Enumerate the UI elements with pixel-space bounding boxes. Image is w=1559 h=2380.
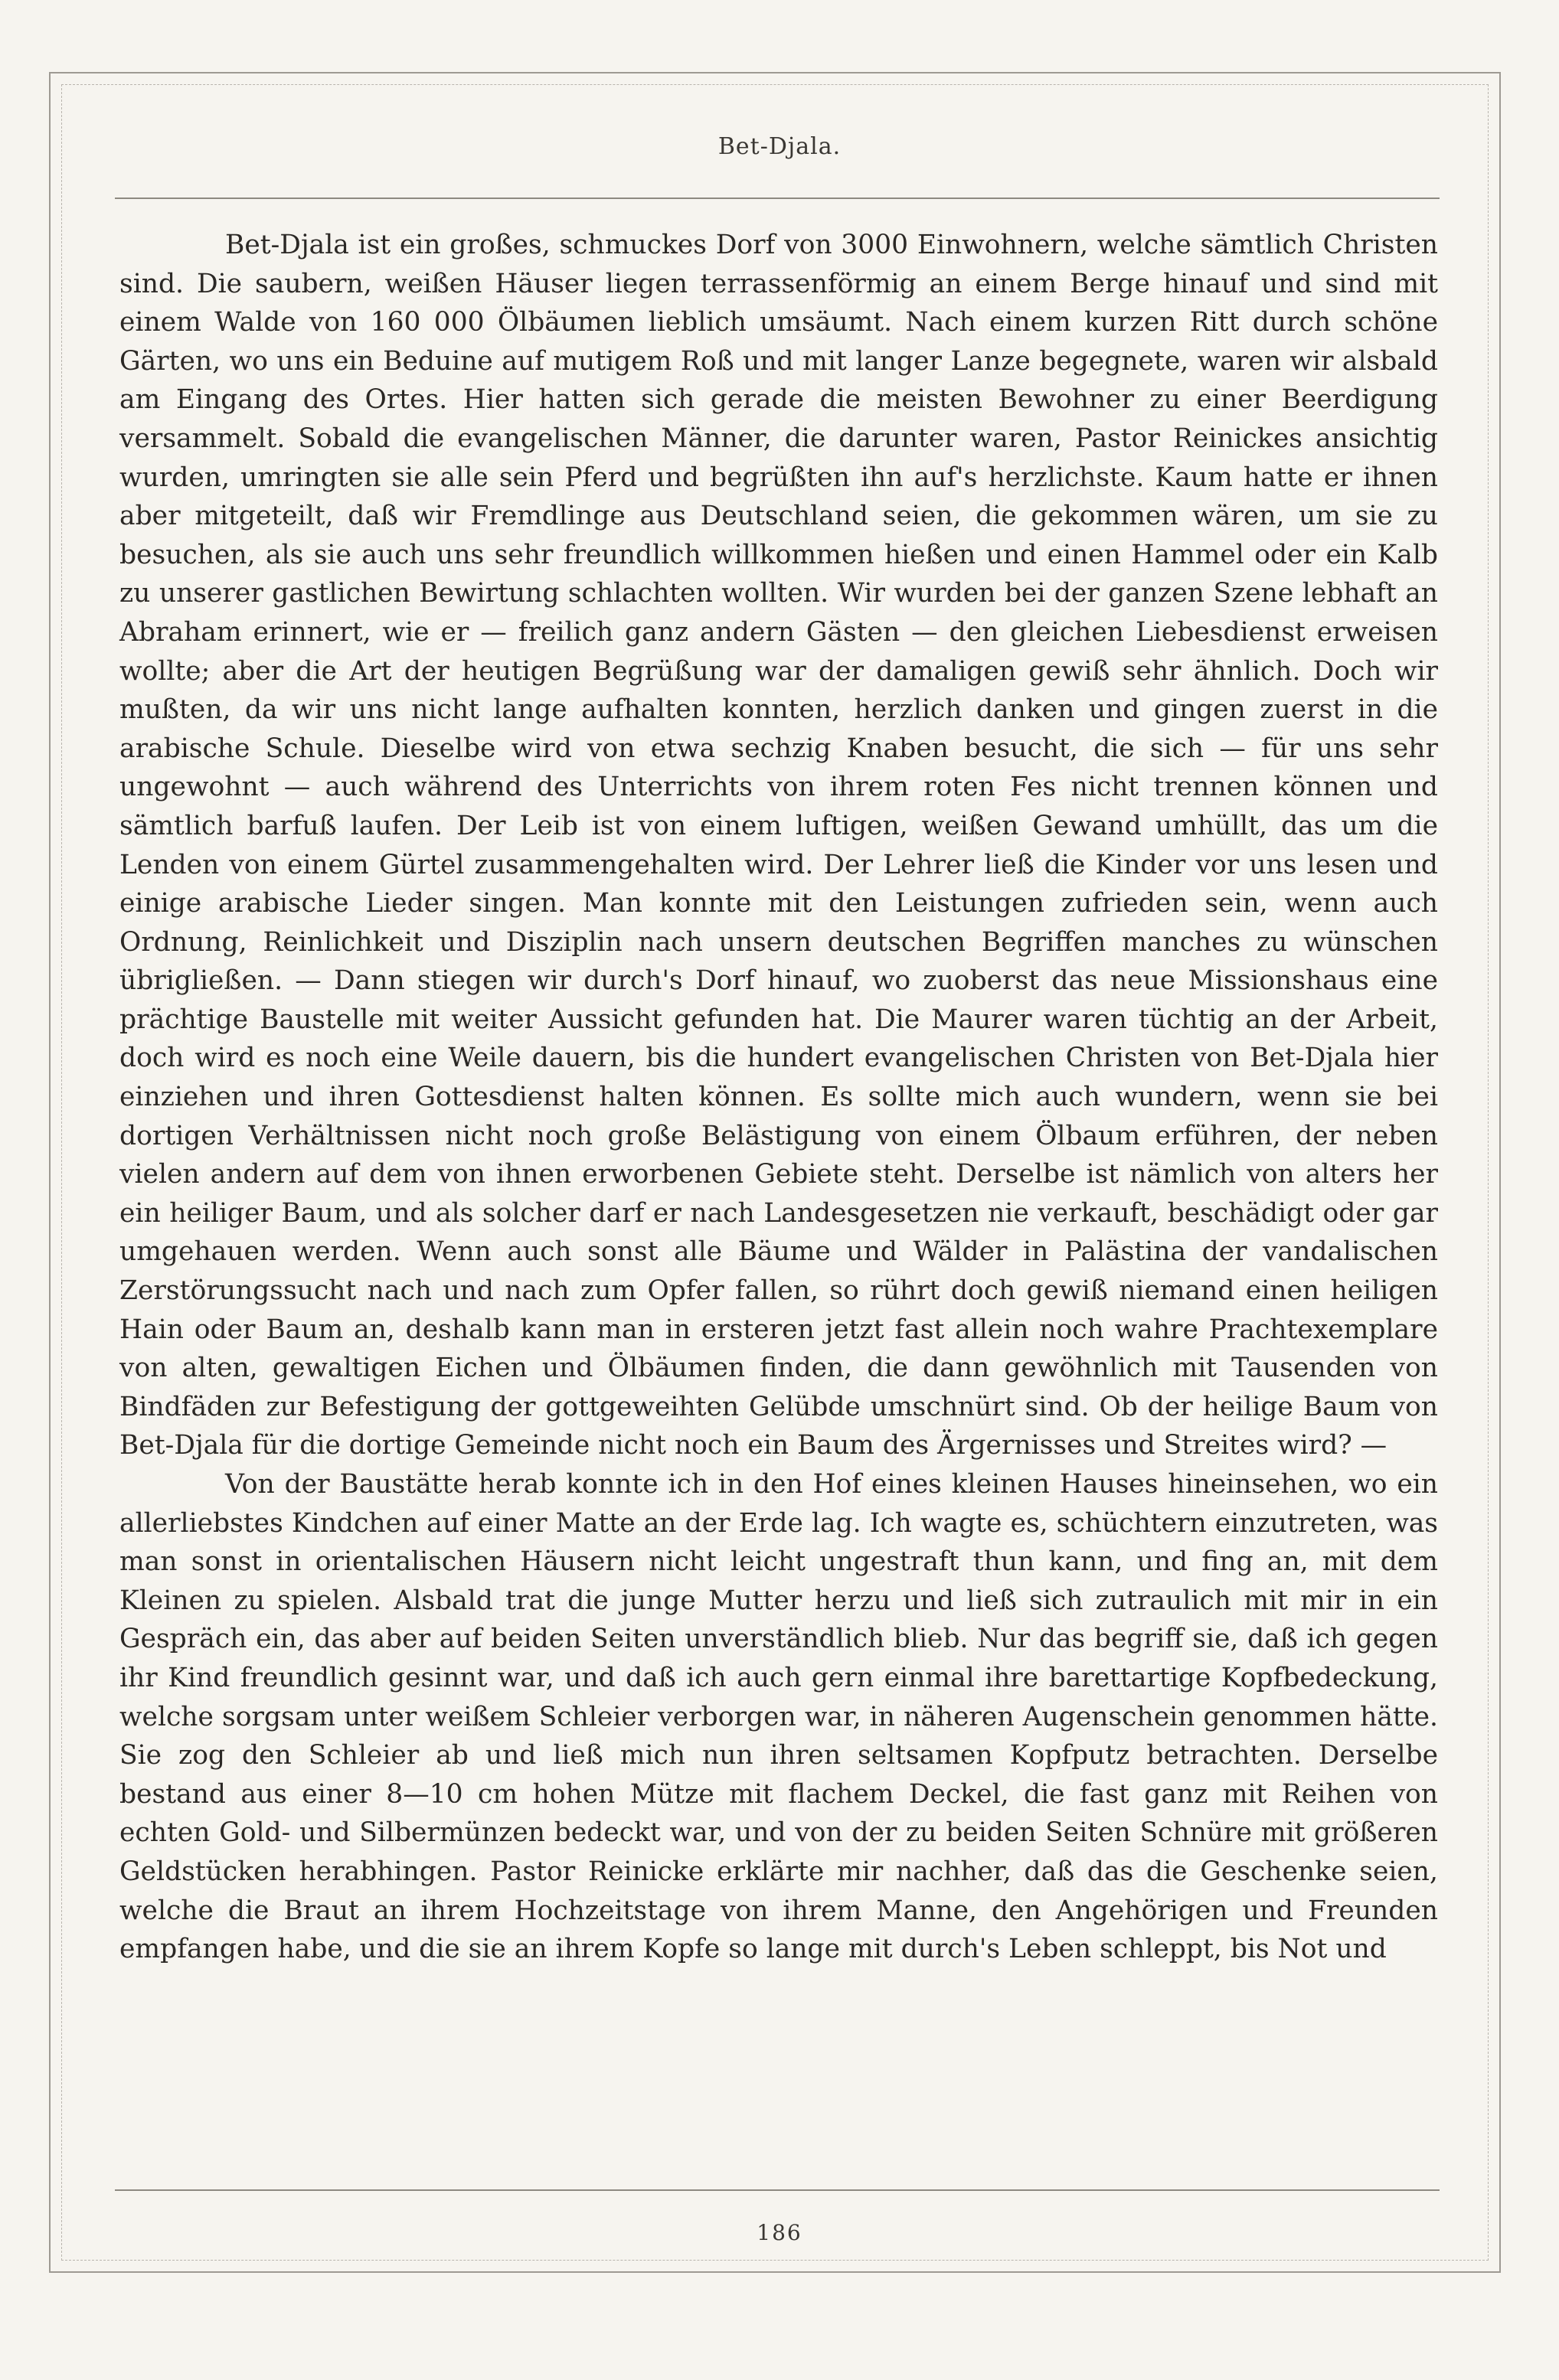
running-title: Bet-Djala. xyxy=(717,133,842,160)
footer-rule xyxy=(115,2189,1440,2191)
page-number: 186 xyxy=(757,2220,802,2245)
paragraph-1: Bet-Djala ist ein großes, schmuckes Dorf von 3000 Einwohnern, welche sämtlich Christen sind. Die saubern, weißen Häuser liegen terrassenförmig an einem Berge hinauf und sind mit einem Walde von 160 000 Ölbäumen lieblich umsäumt. Nach einem kurzen Ritt durch schöne Gärten, wo uns ein Beduine auf mutigem Roß und mit langer Lanze begegnete, waren wir alsbald am Eingang des Ortes. Hier hatten sich gerade die meisten Bewohner zu einer Beerdigung versammelt. Sobald die evangelischen Männer, die darunter waren, Pastor Reinickes ansichtig wurden, umringten sie alle sein Pferd und begrüßten ihn auf's herzlichste. Kaum hatte er ihnen aber mitgeteilt, daß wir Fremdlinge aus Deutschland seien, die gekommen wären, um sie zu besuchen, als sie auch uns sehr freundlich willkommen hießen und einen Hammel oder ein Kalb zu unserer gastlichen Bewirtung schlachten wollten. Wir wurden bei der ganzen Szene lebhaft an Abraham erinnert, wie er — freilich ganz andern Gästen — den gleichen Liebesdienst erweisen wollte; aber die Art der heutigen Begrüßung war der damaligen gewiß sehr ähnlich. Doch wir mußten, da wir uns nicht lange aufhalten konnten, herzlich danken und gingen zuerst in die arabische Schule. Dieselbe wird von etwa sechzig Knaben besucht, die sich — für uns sehr ungewohnt — auch während des Unterrichts von ihrem roten Fes nicht trennen können und sämtlich barfuß laufen. Der Leib ist von einem luftigen, weißen Gewand umhüllt, das um die Lenden von einem Gürtel zusammengehalten wird. Der Lehrer ließ die Kinder vor uns lesen und einige arabische Lieder singen. Man konnte mit den Leistungen zufrieden sein, wenn auch Ordnung, Reinlichkeit und Disziplin nach unsern deutschen Begriffen manches zu wünschen übrigließen. — Dann stiegen wir durch's Dorf hinauf, wo zuoberst das neue Missionshaus eine prächtige Baustelle mit weiter Aussicht gefunden hat. Die Maurer waren tüchtig an der Arbeit, doch wird es noch eine Weile dauern, bis die hundert evangelischen Christen von Bet-Djala hier einziehen und ihren Gottesdienst halten können. Es sollte mich auch wundern, wenn sie bei dortigen Verhältnissen nicht noch große Belästigung von einem Ölbaum erführen, der neben vielen andern auf dem von ihnen erworbenen Gebiete steht. Derselbe ist nämlich von alters her ein heiliger Baum, und als solcher darf er nach Landesgesetzen nie verkauft, beschädigt oder gar umgehauen werden. Wenn auch sonst alle Bäume und Wälder in Palästina der vandalischen Zerstörungssucht nach und nach zum Opfer fallen, so rührt doch gewiß niemand einen heiligen Hain oder Baum an, deshalb kann man in ersteren jetzt fast allein noch wahre Prachtexemplare von alten, gewaltigen Eichen und Ölbäumen finden, die dann gewöhnlich mit Tausenden von Bindfäden zur Befestigung der gottgeweihten Gelübde umschnürt sind. Ob der heilige Baum von Bet-Djala für die dortige Gemeinde nicht noch ein Baum des Ärgernisses und Streites wird? — xyxy=(119,230,1438,1461)
body-text xyxy=(119,226,1438,1969)
paragraph-2: Von der Baustätte herab konnte ich in den Hof eines kleinen Hauses hineinsehen, wo ein allerliebstes Kindchen auf einer Matte an der Erde lag. Ich wagte es, schüchtern einzutreten, was man sonst in orientalischen Häusern nicht leicht ungestraft thun kann, und fing an, mit dem Kleinen zu spielen. Alsbald trat die junge Mutter herzu und ließ sich zutraulich mit mir in ein Gespräch ein, das aber auf beiden Seiten unverständlich blieb. Nur das begriff sie, daß ich gegen ihr Kind freundlich gesinnt war, und daß ich auch gern einmal ihre barettartige Kopfbedeckung, welche sorgsam unter weißem Schleier verborgen war, in näheren Augenschein genommen hätte. Sie zog den Schleier ab und ließ mich nun ihren seltsamen Kopfputz betrachten. Derselbe bestand aus einer 8—10 cm hohen Mütze mit flachem Deckel, die fast ganz mit Reihen von echten Gold- und Silbermünzen bedeckt war, und von der zu beiden Seiten Schnüre mit größeren Geldstücken herabhingen. Pastor Reinicke erklärte mir nachher, daß das die Geschenke seien, welche die Braut an ihrem Hochzeitstage von ihrem Manne, den Angehörigen und Freunden empfangen habe, und die sie an ihrem Kopfe so lange mit durch's Leben schleppt, bis Not und xyxy=(119,1469,1438,1965)
header-rule xyxy=(115,198,1440,199)
